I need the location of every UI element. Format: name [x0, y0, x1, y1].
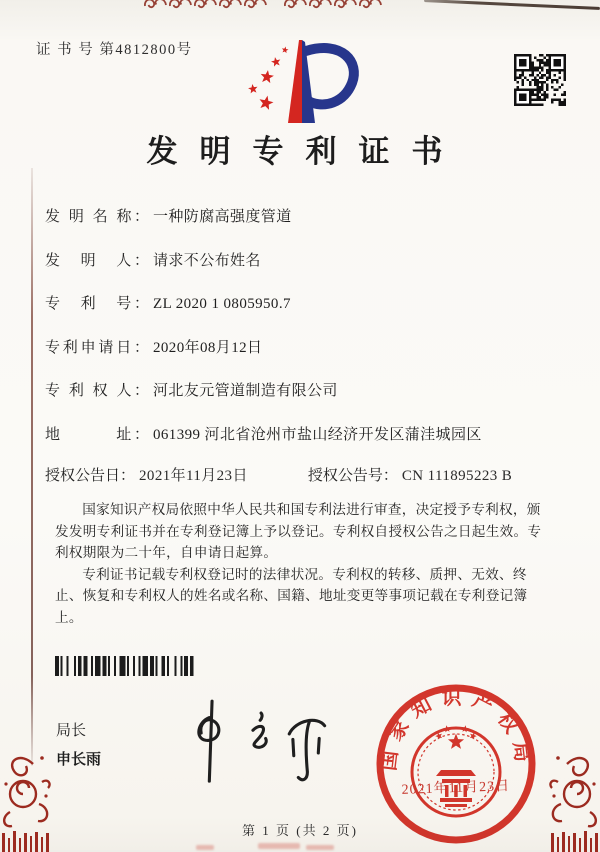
field-value: 请求不公布姓名	[153, 252, 261, 269]
field-row-patent-number	[45, 292, 565, 314]
field-label: 专 利 权 人：	[45, 383, 149, 399]
signer-title: 局长	[56, 722, 87, 739]
field-label: 专 利 号：	[45, 296, 149, 312]
bottom-edge-mark	[258, 843, 300, 849]
grant-row	[45, 464, 512, 485]
cnipa-logo-icon	[238, 36, 366, 130]
top-border-ornament	[143, 0, 393, 11]
logo-p-curve	[306, 48, 354, 104]
certificate-number: 证 书 号 第4812800号	[36, 42, 193, 58]
field-row-filing-date	[45, 336, 565, 358]
bottom-edge-mark	[306, 845, 334, 850]
grant-date-value: 2021年11月23日	[139, 468, 248, 484]
grant-number-value: CN 111895223 B	[401, 468, 513, 484]
logo-stars	[248, 47, 288, 110]
field-value: ZL 2020 1 0805950.7	[153, 296, 291, 312]
field-label: 专利申请日：	[45, 339, 149, 356]
grant-date-label: 授权公告日：	[45, 468, 136, 484]
legal-paragraph-1: 国家知识产权局依照中华人民共和国专利法进行审查，决定授予专利权，颁发发明专利证书并在专利登记簿上予以登记。专利权自授权公告之日起生效。专利权期限为二十年，自申请日起算。	[55, 502, 542, 560]
seal-national-emblem	[412, 725, 500, 816]
page-edge-shadow	[424, 0, 600, 10]
page-left-crease	[31, 168, 33, 766]
qr-code	[514, 54, 566, 106]
certificate-title: 发明专利证书	[146, 134, 465, 169]
seal-date-text: 2021年11月23日	[401, 779, 511, 798]
logo-spike-red	[288, 40, 302, 123]
signature-handwriting	[173, 696, 341, 790]
field-value: 河北友元管道制造有限公司	[153, 383, 338, 399]
bottom-right-corner-ornament	[544, 744, 600, 852]
field-row-invention-name	[45, 205, 565, 227]
page-number: 第 1 页 (共 2 页)	[242, 823, 358, 838]
grant-number-label: 授权公告号：	[307, 468, 398, 484]
field-label: 发 明 名 称：	[45, 209, 149, 225]
field-value: 一种防腐高强度管道	[153, 209, 292, 225]
legal-text	[55, 499, 547, 628]
legal-paragraph-2: 专利证书记载专利权登记时的法律状况。专利权的转移、质押、无效、终止、恢复和专利权人的姓名或名称、国籍、地址变更等事项记载在专利登记簿上。	[55, 566, 528, 625]
field-value: 061399 河北省沧州市盐山经济开发区蒲洼城园区	[153, 426, 482, 443]
seal-ring-text: 国家知识产权局	[377, 687, 535, 772]
bottom-edge-mark	[196, 845, 214, 850]
barcode	[55, 656, 247, 676]
field-row-inventor	[45, 249, 565, 271]
field-list	[45, 205, 565, 466]
field-row-address	[45, 423, 565, 445]
bottom-left-corner-ornament	[0, 744, 56, 852]
field-label: 发 明 人：	[45, 252, 149, 269]
field-label: 地 址：	[45, 426, 149, 443]
field-row-patentee	[45, 379, 565, 401]
signer-name: 申长雨	[56, 751, 102, 768]
field-value: 2020年08月12日	[153, 339, 263, 356]
